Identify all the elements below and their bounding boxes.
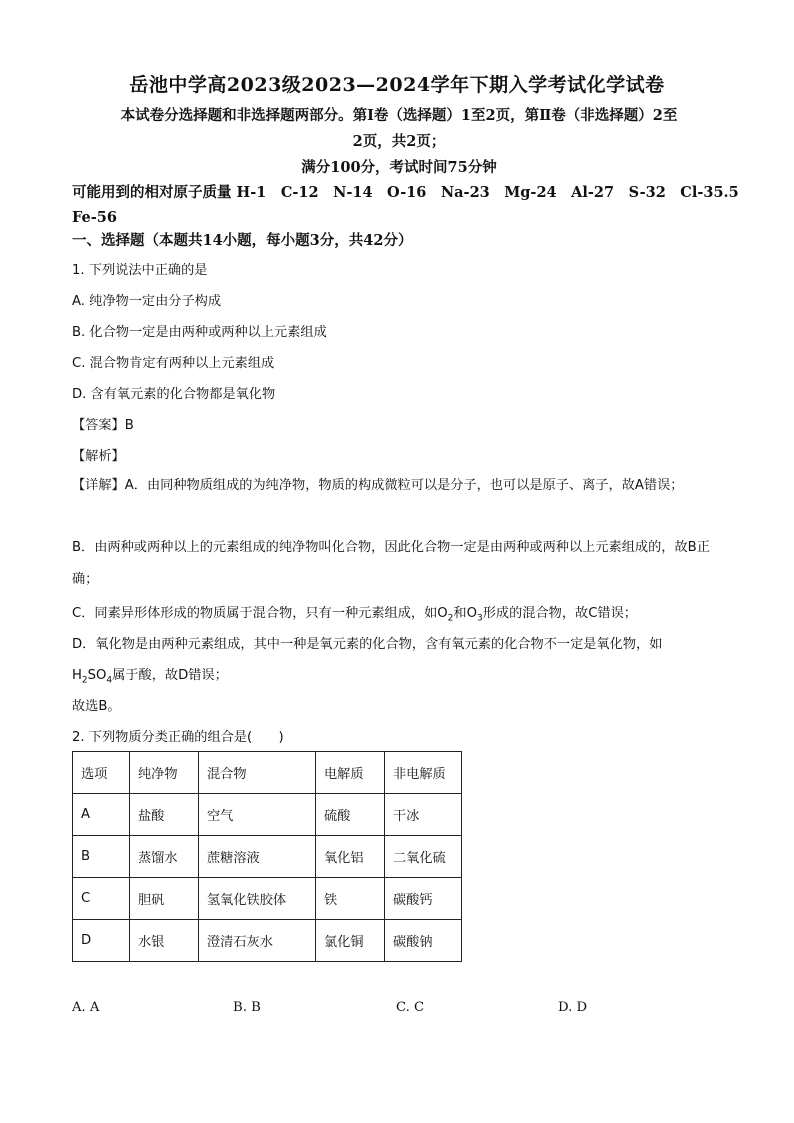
table-cell: 胆矾 [130, 878, 199, 920]
question-1-option-a: A. 纯净物一定由分子构成 [72, 294, 222, 309]
atomic-masses-line: 可能用到的相对原子质量 H-1 C-12 N-14 O-16 Na-23 Mg-24 Al-27 S-32 Cl-35.5 [72, 184, 739, 201]
question-1-option-b: B. 化合物一定是由两种或两种以上元素组成 [72, 325, 327, 340]
table-cell: 水银 [130, 920, 199, 962]
section-heading: 一、选择题（本题共14小题，每小题3分，共42分） [72, 232, 413, 249]
intro-line: 满分100分，考试时间75分钟 [301, 159, 497, 176]
detail-d-line1: D．氧化物是由两种元素组成，其中一种是氧元素的化合物，含有氧元素的化合物不一定是氧化物，如 [72, 637, 663, 652]
table-header-cell: 选项 [73, 752, 130, 794]
question-1-stem: 1. 下列说法中正确的是 [72, 263, 208, 278]
table-cell: 澄清石灰水 [199, 920, 316, 962]
detail-a [72, 470, 732, 502]
table-cell: 氢氧化铁胶体 [199, 878, 316, 920]
table-cell: 铁 [316, 878, 385, 920]
question-2-stem: 2. 下列物质分类正确的组合是( ) [72, 730, 284, 745]
exam-title: 岳池中学高2023级2023—2024学年下期入学考试化学试卷 [129, 74, 665, 96]
table-cell: 蒸馏水 [130, 836, 199, 878]
choice-a: A. A [72, 1000, 100, 1015]
exam-intro [72, 103, 726, 181]
answer-line [72, 414, 134, 433]
atomic-masses-line: Fe-56 [72, 209, 117, 226]
choice-c: C. C [396, 1000, 425, 1015]
table-cell: 碳酸钙 [385, 878, 462, 920]
table-row [73, 878, 462, 920]
conclusion: 故选B。 [72, 699, 121, 714]
table-cell: B [73, 836, 130, 878]
table-cell: 碳酸钠 [385, 920, 462, 962]
classification-table [72, 751, 462, 962]
table-cell: 盐酸 [130, 794, 199, 836]
detail-c-text: C．同素异形体形成的物质属于混合物，只有一种元素组成，如O [72, 606, 448, 621]
subscript: 4 [106, 675, 113, 686]
subscript: 2 [81, 675, 88, 686]
table-cell: C [73, 878, 130, 920]
detail-d-line2 [72, 664, 228, 686]
intro-line: 本试卷分选择题和非选择题两部分。第Ⅰ卷（选择题）1至2页，第Ⅱ卷（非选择题）2至 [120, 107, 678, 124]
detail-tag: 【详解】 [72, 478, 125, 493]
table-cell: 蔗糖溶液 [199, 836, 316, 878]
answer-tag: 【答案】 [72, 418, 125, 433]
table-cell: 二氧化硫 [385, 836, 462, 878]
intro-line: 2页，共2页； [352, 133, 446, 150]
choice-d: D. D [558, 1000, 588, 1015]
question-1-option-d: D. 含有氧元素的化合物都是氧化物 [72, 387, 276, 402]
table-row [73, 920, 462, 962]
table-header-cell: 混合物 [199, 752, 316, 794]
table-cell: 空气 [199, 794, 316, 836]
detail-d-text: 属于酸，故D错误； [112, 668, 228, 683]
detail-a-text: A．由同种物质组成的为纯净物，物质的构成微粒可以是分子，也可以是原子、离子，故A错误； [124, 478, 684, 493]
choice-b: B. B [233, 1000, 261, 1015]
table-cell: D [73, 920, 130, 962]
detail-c [72, 602, 637, 624]
detail-c-text: 和O [453, 606, 477, 621]
detail-c-text: 形成的混合物，故C错误； [482, 606, 637, 621]
table-cell: A [73, 794, 130, 836]
question-1-option-c: C. 混合物肯定有两种以上元素组成 [72, 356, 275, 371]
table-row [73, 836, 462, 878]
subscript: 3 [476, 613, 483, 624]
answer-value: B [124, 418, 134, 433]
table-header-cell: 纯净物 [130, 752, 199, 794]
subscript: 2 [447, 613, 454, 624]
table-cell: 干冰 [385, 794, 462, 836]
analysis-tag: 【解析】 [72, 449, 125, 464]
detail-b: B．由两种或两种以上的元素组成的纯净物叫化合物，因此化合物一定是由两种或两种以上元素组成的，故B正确； [72, 540, 710, 587]
table-header-cell: 非电解质 [385, 752, 462, 794]
table-cell: 硫酸 [316, 794, 385, 836]
table-row [73, 794, 462, 836]
table-cell: 氯化铜 [316, 920, 385, 962]
question-2-choices [72, 1000, 672, 1020]
formula-text: SO [87, 668, 107, 683]
table-header-cell: 电解质 [316, 752, 385, 794]
table-cell: 氧化铝 [316, 836, 385, 878]
table-header-row [73, 752, 462, 794]
atomic-masses [72, 180, 739, 230]
formula-text: H [72, 668, 82, 683]
